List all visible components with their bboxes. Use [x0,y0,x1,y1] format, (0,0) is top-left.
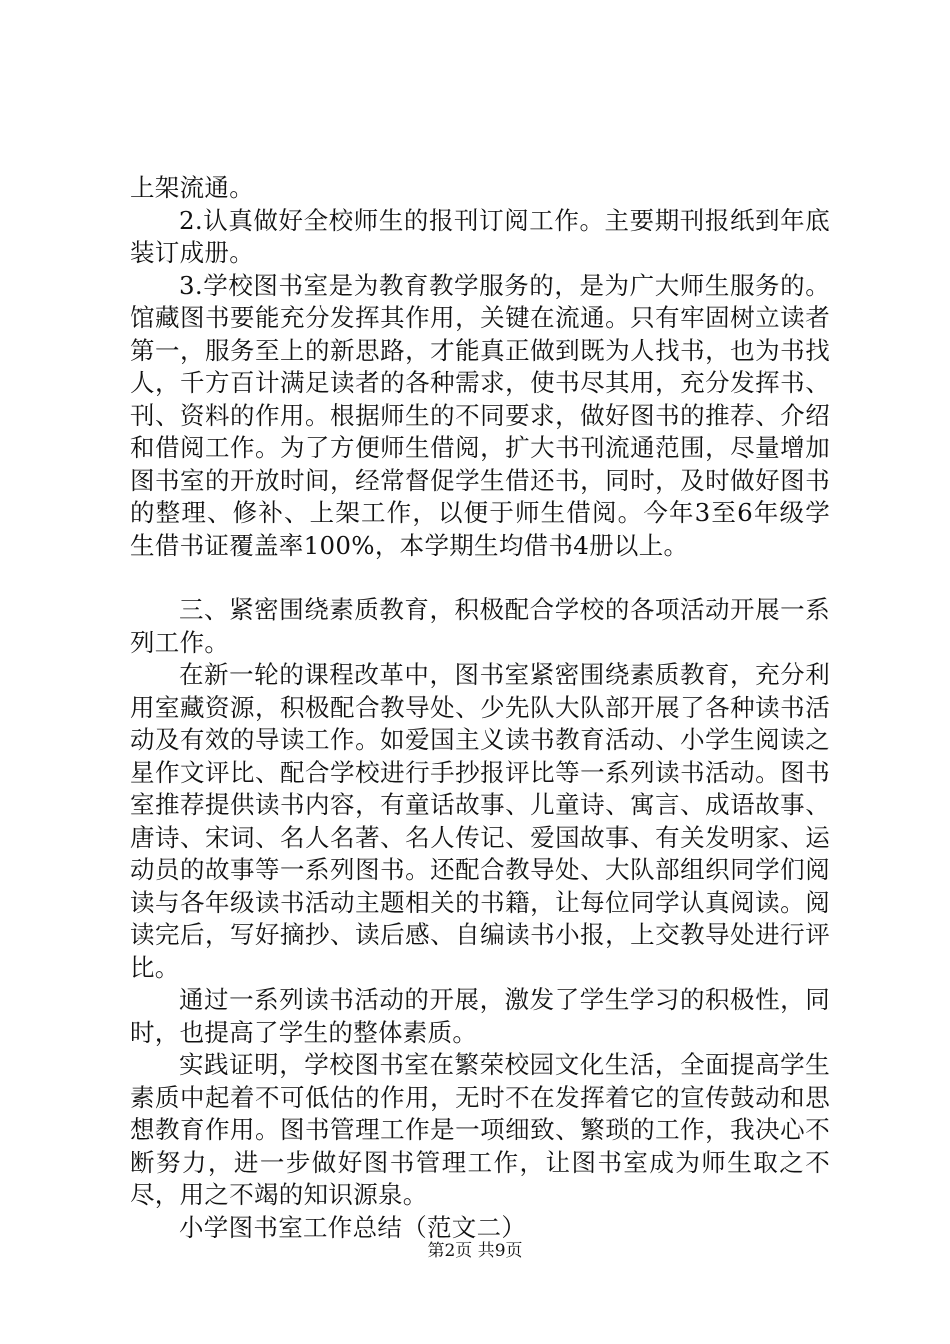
paragraph-conclusion: 实践证明，学校图书室在繁荣校园文化生活，全面提高学生素质中起着不可低估的作用，无时不在发挥着它的宣传鼓动和思想教育作用。图书管理工作是一项细致、繁琐的工作，我决心不断努力，进一步做好图书管理工作，让图书室成为师生取之不尽，用之不竭的知识源泉。 [130,1050,830,1209]
paragraph-item-2: 2.认真做好全校师生的报刊订阅工作。主要期刊报纸到年底装订成册。 [130,205,830,267]
document-body [130,172,830,1244]
paragraph-continuation: 上架流通。 [130,173,254,202]
paragraph-reading-activities: 在新一轮的课程改革中，图书室紧密围绕素质教育，充分利用室藏资源，积极配合教导处、少先队大队部开展了各种读书活动及有效的导读工作。如爱国主义读书教育活动、小学生阅读之星作文评比、配合学校进行手抄报评比等一系列读书活动。图书室推荐提供读书内容，有童话故事、儿童诗、寓言、成语故事、唐诗、宋词、名人名著、名人传记、爱国故事、有关发明家、运动员的故事等一系列图书。还配合教导处、大队部组织同学们阅读与各年级读书活动主题相关的书籍，让每位同学认真阅读。阅读完后，写好摘抄、读后感、自编读书小报，上交教导处进行评比。 [130,660,830,982]
page-number-footer: 第2页 共9页 [427,1241,523,1261]
section-heading-three: 三、紧密围绕素质教育，积极配合学校的各项活动开展一系列工作。 [130,595,830,657]
next-article-title: 小学图书室工作总结（范文二） [179,1212,527,1242]
paragraph-item-3: 3.学校图书室是为教育教学服务的，是为广大师生服务的。馆藏图书要能充分发挥其作用，关键在流通。只有牢固树立读者第一，服务至上的新思路，才能真正做到既为人找书，也为书找人，千方百计满足读者的各种需求，使书尽其用，充分发挥书、刊、资料的作用。根据师生的不同要求，做好图书的推荐、介绍和借阅工作。为了方便师生借阅，扩大书刊流通范围，尽量增加图书室的开放时间，经常督促学生借还书，同时，及时做好图书的整理、修补、上架工作，以便于师生借阅。今年3至6年级学生借书证覆盖率100%，本学期生均借书4册以上。 [130,270,830,560]
paragraph-activity-results: 通过一系列读书活动的开展，激发了学生学习的积极性，同时，也提高了学生的整体素质。 [130,985,830,1047]
